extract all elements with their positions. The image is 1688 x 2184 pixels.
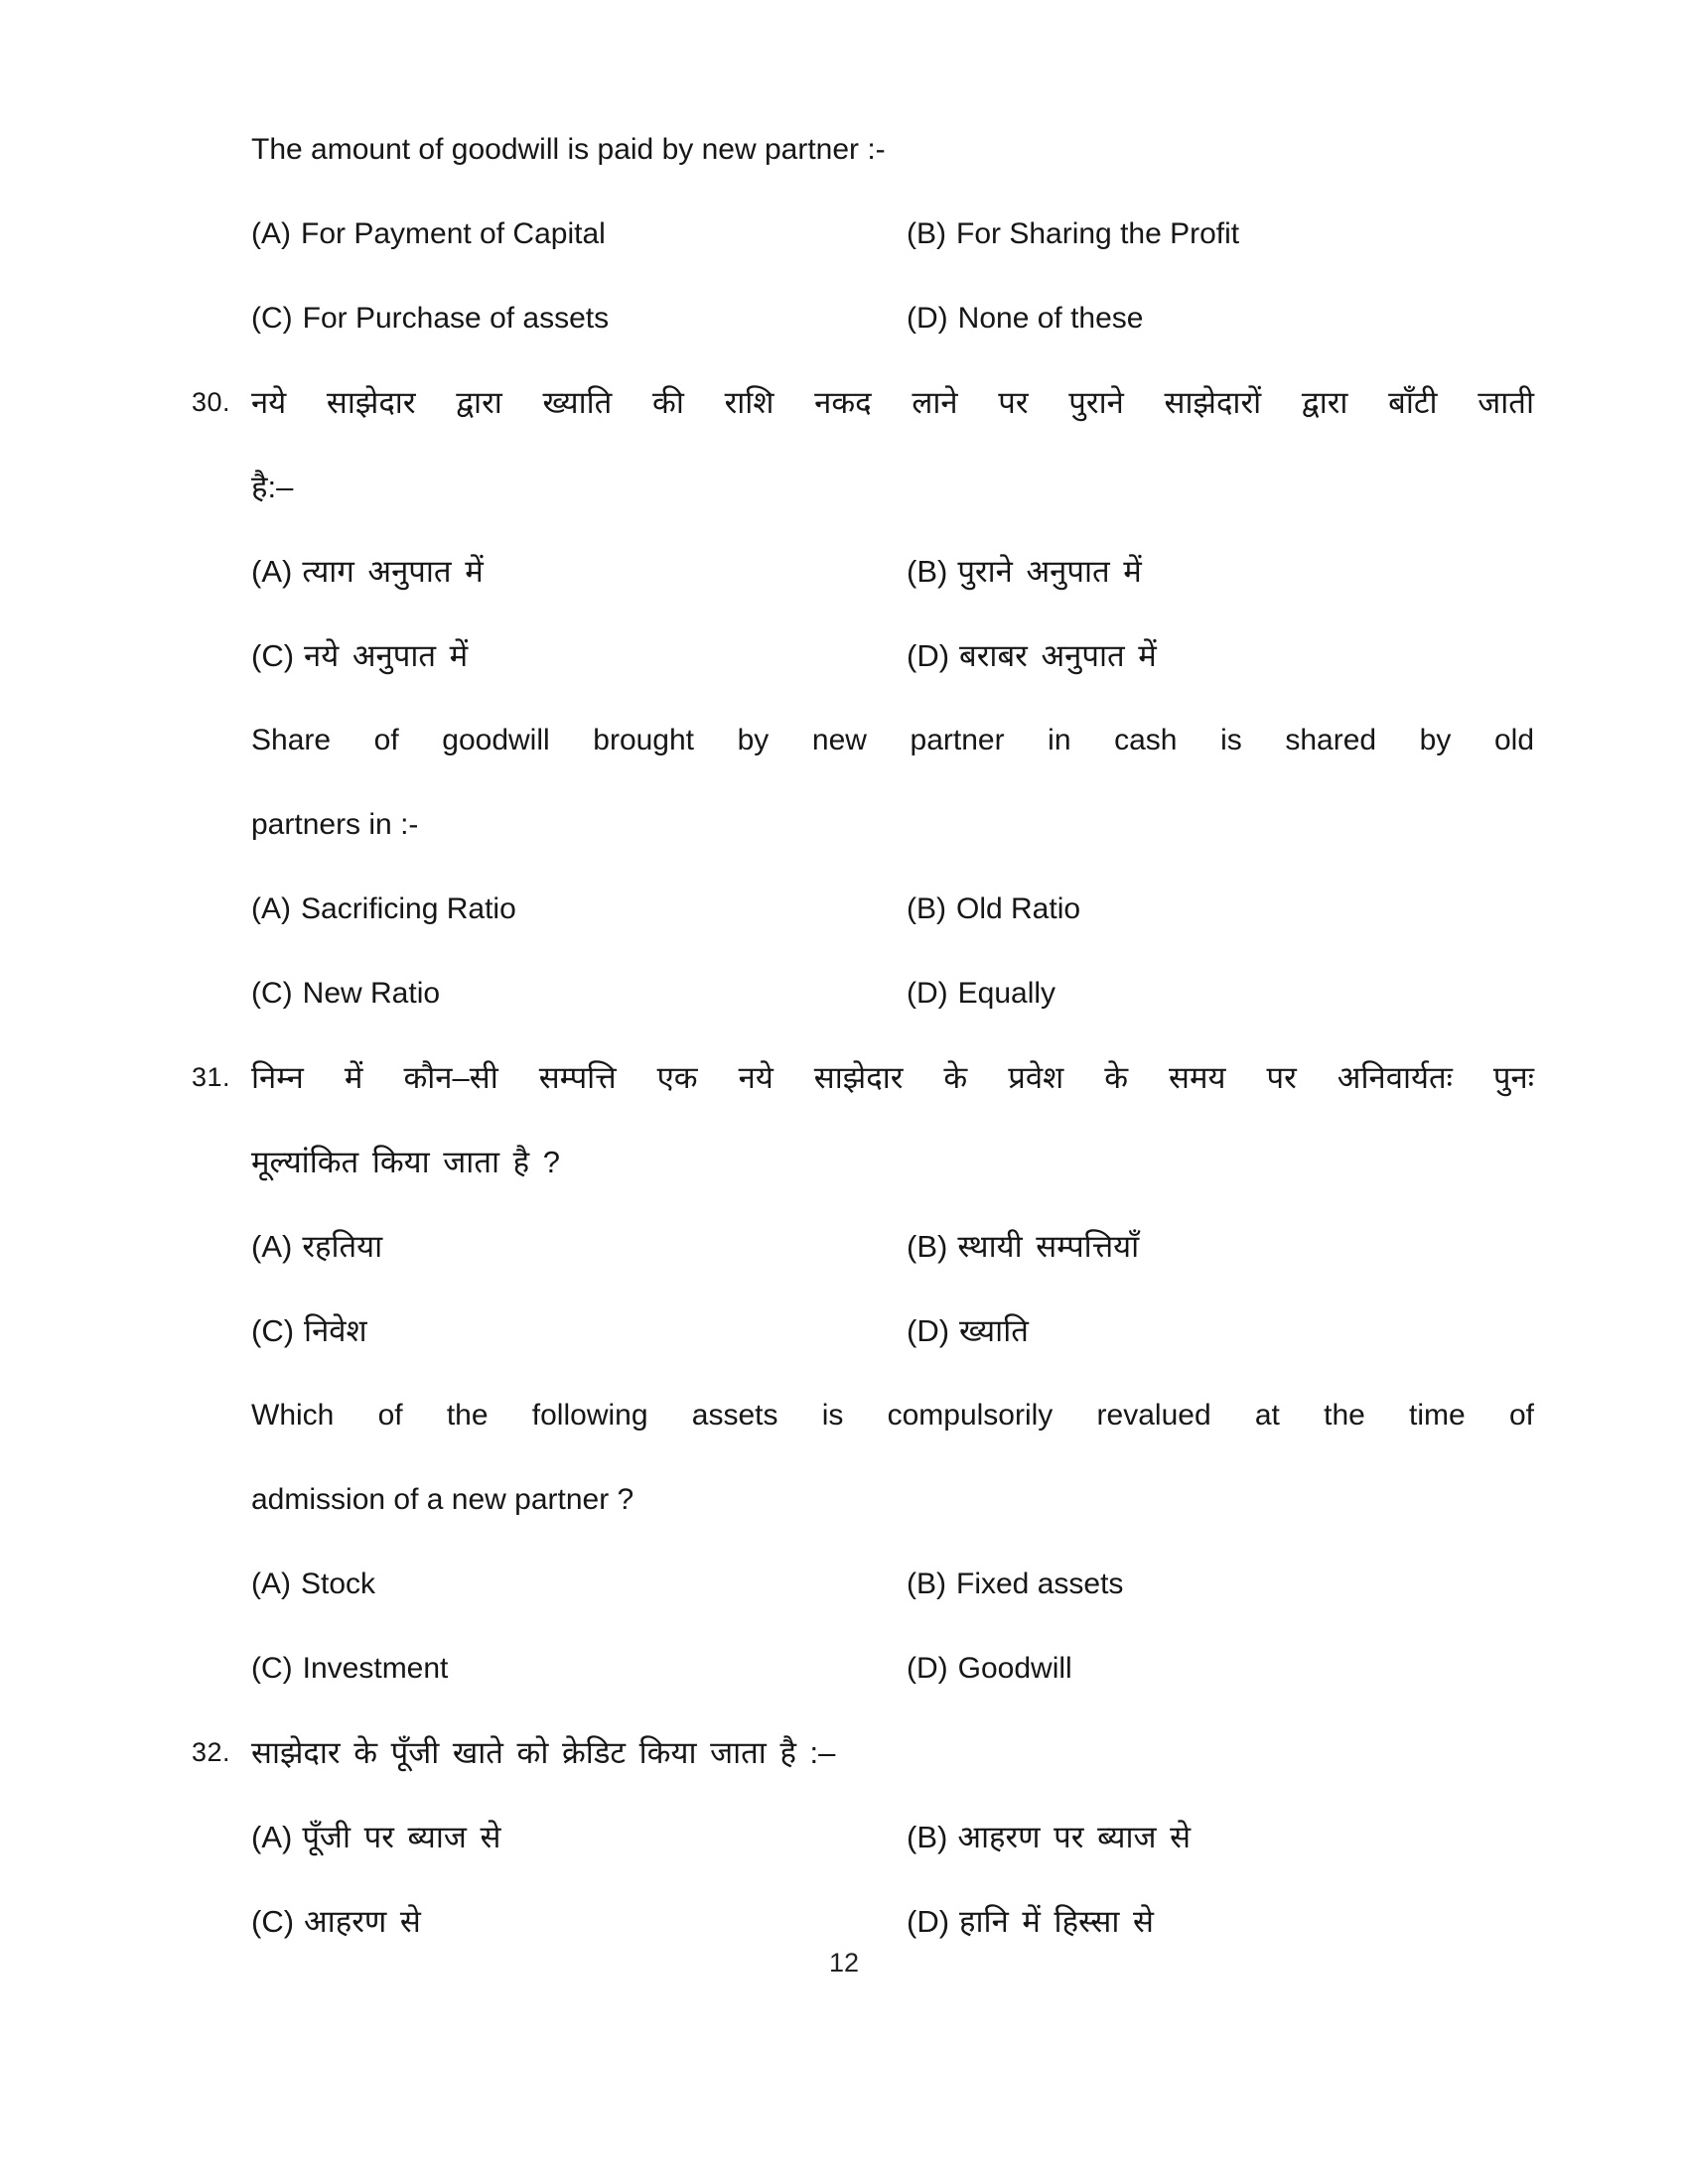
stem-text: admission of a new partner ? (251, 1483, 634, 1516)
option-text: नये अनुपात में (304, 638, 469, 673)
question-stem-line (251, 1120, 1534, 1204)
option-text: For Payment of Capital (301, 217, 606, 250)
question-stem-line (251, 1457, 1534, 1542)
option-b (907, 192, 1534, 276)
option-a (251, 1542, 907, 1626)
option-b (907, 529, 1534, 614)
stem-text: Which of the following assets is compulsorily revalued at the time of (251, 1399, 1534, 1432)
option-a (251, 867, 907, 951)
option-text: पूँजी पर ब्याज से (302, 1820, 501, 1854)
option-text: Goodwill (957, 1652, 1072, 1685)
option-c (251, 276, 907, 360)
option-text: त्याग अनुपात में (302, 554, 484, 589)
option-text: New Ratio (302, 977, 441, 1010)
option-label: (A) (251, 217, 291, 250)
stem-text: Share of goodwill brought by new partner in cash is shared by old (251, 724, 1534, 756)
option-label: (A) (251, 1820, 293, 1854)
option-text: For Sharing the Profit (956, 217, 1240, 250)
option-a (251, 192, 907, 276)
option-text: Old Ratio (956, 892, 1081, 925)
option-c (251, 1289, 907, 1373)
question-stem-line (251, 107, 1534, 192)
option-b (907, 1542, 1534, 1626)
options-row (251, 1795, 1534, 1964)
option-d (907, 614, 1534, 698)
options-row (251, 867, 1534, 1035)
option-label: (C) (251, 638, 295, 673)
question-stem-line (192, 360, 1534, 445)
option-b (907, 1204, 1534, 1289)
option-label: (B) (907, 1568, 946, 1600)
question-number: 30. (192, 387, 231, 417)
question-block (251, 107, 1534, 360)
page-content (192, 107, 1534, 1964)
option-text: स्थायी सम्पत्तियाँ (957, 1229, 1140, 1264)
option-label: (B) (907, 1820, 948, 1854)
option-text: पुराने अनुपात में (957, 554, 1142, 589)
option-b (907, 1795, 1534, 1879)
option-label: (C) (251, 977, 293, 1010)
option-label: (A) (251, 554, 293, 589)
options-row (251, 192, 1534, 360)
option-label: (A) (251, 892, 291, 925)
option-text: बराबर अनुपात में (959, 638, 1157, 673)
option-d (907, 1626, 1534, 1710)
options-row (251, 529, 1534, 698)
option-text: Sacrificing Ratio (301, 892, 516, 925)
option-text: None of these (957, 302, 1144, 335)
option-label: (A) (251, 1568, 291, 1600)
option-text: For Purchase of assets (302, 302, 610, 335)
option-a (251, 1795, 907, 1879)
option-a (251, 529, 907, 614)
option-label: (C) (251, 1652, 293, 1685)
option-d (907, 276, 1534, 360)
option-c (251, 951, 907, 1035)
question-block (251, 1373, 1534, 1710)
option-text: Stock (301, 1568, 376, 1600)
question-block (192, 1035, 1534, 1373)
stem-text: नये साझेदार द्वारा ख्याति की राशि नकद लाने पर पुराने साझेदारों द्वारा बाँटी जाती (251, 385, 1534, 420)
option-d (907, 1289, 1534, 1373)
stem-text: है:– (251, 470, 294, 504)
question-stem-line (251, 782, 1534, 867)
page-number: 12 (828, 1948, 860, 1978)
option-label: (B) (907, 554, 948, 589)
option-d (907, 951, 1534, 1035)
question-block (251, 698, 1534, 1035)
option-label: (B) (907, 892, 946, 925)
question-number: 31. (192, 1062, 231, 1092)
options-row (251, 1542, 1534, 1710)
question-stem-line (251, 698, 1534, 782)
options-row (251, 1204, 1534, 1373)
stem-text: मूल्यांकित किया जाता है ? (251, 1145, 560, 1179)
option-c (251, 614, 907, 698)
option-label: (D) (907, 977, 948, 1010)
question-block (192, 1710, 1534, 1964)
question-stem-line (251, 1373, 1534, 1457)
question-stem-line (192, 1035, 1534, 1120)
option-text: Investment (302, 1652, 449, 1685)
stem-text: साझेदार के पूँजी खाते को क्रेडिट किया जाता है :– (251, 1735, 836, 1770)
option-label: (D) (907, 1904, 950, 1939)
option-label: (D) (907, 638, 950, 673)
option-label: (D) (907, 302, 948, 335)
option-text: निवेश (304, 1313, 367, 1348)
option-text: आहरण पर ब्याज से (957, 1820, 1192, 1854)
option-c (251, 1626, 907, 1710)
option-text: हानि में हिस्सा से (959, 1904, 1154, 1939)
option-a (251, 1204, 907, 1289)
option-label: (B) (907, 1229, 948, 1264)
option-label: (D) (907, 1313, 950, 1348)
option-label: (B) (907, 217, 946, 250)
option-label: (A) (251, 1229, 293, 1264)
option-text: ख्याति (959, 1313, 1029, 1348)
stem-text: निम्न में कौन–सी सम्पत्ति एक नये साझेदार के प्रवेश के समय पर अनिवार्यतः पुनः (251, 1060, 1534, 1095)
option-label: (C) (251, 1904, 295, 1939)
option-b (907, 867, 1534, 951)
stem-text: The amount of goodwill is paid by new partner :- (251, 133, 886, 166)
question-stem-line (192, 1710, 1534, 1795)
option-text: Equally (957, 977, 1056, 1010)
stem-text: partners in :- (251, 808, 419, 841)
option-text: Fixed assets (956, 1568, 1124, 1600)
option-label: (C) (251, 302, 293, 335)
option-label: (C) (251, 1313, 295, 1348)
option-text: आहरण से (304, 1904, 421, 1939)
option-label: (D) (907, 1652, 948, 1685)
question-number: 32. (192, 1737, 231, 1767)
question-block (192, 360, 1534, 698)
question-stem-line (251, 445, 1534, 529)
option-text: रहतिया (302, 1229, 383, 1264)
